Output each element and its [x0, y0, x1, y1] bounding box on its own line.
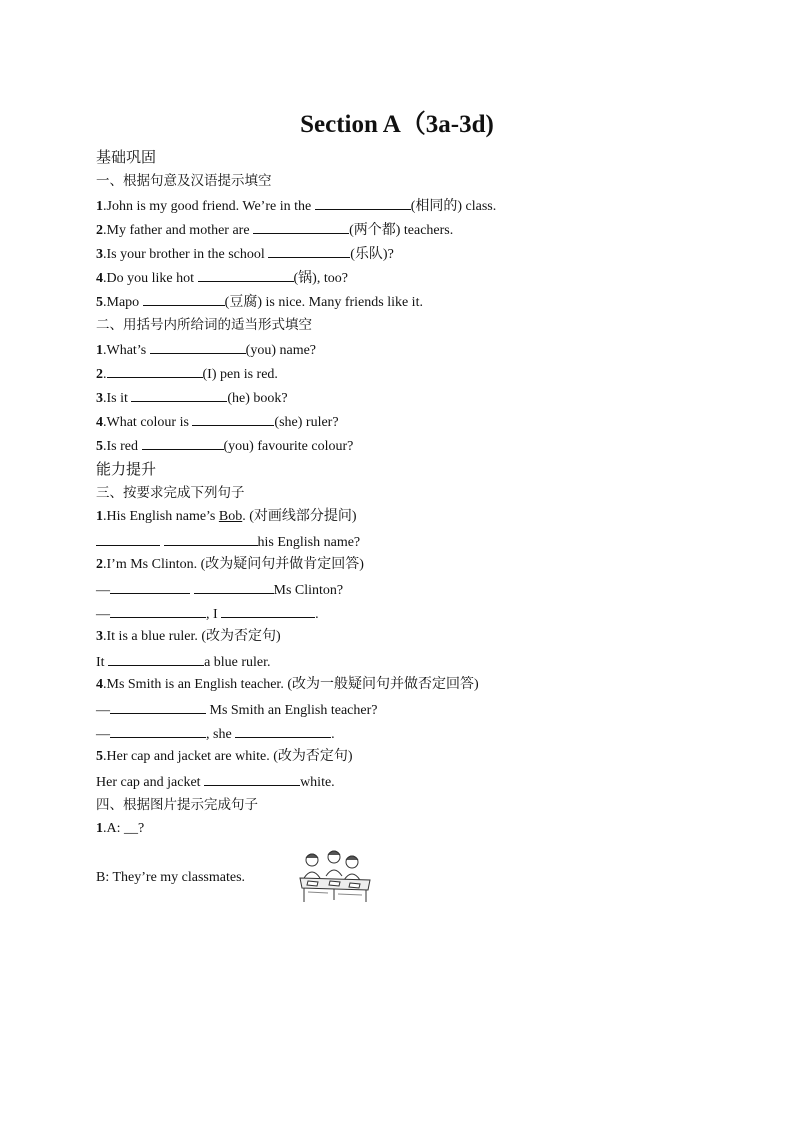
q-text: .What colour is [103, 415, 193, 430]
q-number: 2 [96, 557, 103, 572]
answer-blank[interactable] [110, 723, 206, 738]
answer-blank[interactable] [253, 219, 349, 234]
answer-text: Her cap and jacket [96, 775, 205, 790]
q-text: (he) book? [227, 391, 288, 406]
q-text: (豆腐) is nice. Many friends like it. [224, 295, 423, 310]
q-text: (两个都) teachers. [349, 223, 454, 238]
q-text: . (对画线部分提问) [242, 509, 357, 524]
q-number: 1 [96, 343, 103, 358]
q-text: .It is a blue ruler. (改为否定句) [103, 629, 281, 644]
answer-blank[interactable] [164, 531, 258, 546]
answer-text: . [331, 727, 335, 742]
answer-blank[interactable] [235, 723, 331, 738]
q-text: .Is it [103, 391, 132, 406]
q-number: 4 [96, 677, 103, 692]
q-text: (I) pen is red. [202, 367, 278, 382]
answer-blank[interactable] [198, 267, 294, 282]
s3-q4-answer1 [96, 699, 377, 721]
s2-q3 [96, 387, 288, 409]
q-number: 3 [96, 247, 103, 262]
q-text: .I’m Ms Clinton. (改为疑问句并做肯定回答) [103, 557, 364, 572]
answer-blank[interactable] [194, 579, 274, 594]
answer-blank[interactable] [150, 339, 246, 354]
answer-text: It [96, 655, 109, 670]
answer-blank[interactable] [315, 195, 411, 210]
s1-q1 [96, 195, 496, 217]
answer-blank[interactable] [110, 699, 206, 714]
section4-heading: 四、根据图片提示完成句子 [96, 797, 258, 813]
q-number: 1 [96, 509, 103, 524]
answer-blank[interactable] [268, 243, 350, 258]
q-number: 4 [96, 271, 103, 286]
s1-q4 [96, 267, 348, 289]
section3-heading: 三、按要求完成下列句子 [96, 485, 245, 501]
answer-blank[interactable] [108, 651, 204, 666]
answer-text: . [315, 607, 319, 622]
s3-q3-answer [96, 651, 271, 673]
q-text: . [103, 367, 107, 382]
s3-q4 [96, 675, 479, 695]
q-number: 5 [96, 749, 103, 764]
answer-blank[interactable] [110, 603, 206, 618]
q-text: .His English name’s [103, 509, 219, 524]
s3-q1 [96, 507, 357, 527]
q-number: 2 [96, 367, 103, 382]
s1-q2 [96, 219, 453, 241]
q-text: (锅), too? [293, 271, 348, 286]
q-number: 2 [96, 223, 103, 238]
q-text: .John is my good friend. We’re in the [103, 199, 315, 214]
s4-q1 [96, 819, 144, 839]
q-text: .My father and mother are [103, 223, 254, 238]
dash: — [96, 607, 110, 622]
q-text: .A: __? [103, 821, 145, 836]
answer-blank[interactable] [221, 603, 315, 618]
answer-text: Ms Clinton? [273, 583, 344, 598]
q-text: (she) ruler? [274, 415, 339, 430]
q-text: (you) name? [245, 343, 317, 358]
section1-heading: 一、根据句意及汉语提示填空 [96, 173, 272, 189]
q-text: .Her cap and jacket are white. (改为否定句) [103, 749, 353, 764]
dash: — [96, 727, 110, 742]
answer-text: white. [300, 775, 335, 790]
q-text: .Is your brother in the school [103, 247, 269, 262]
underlined-word: Bob [218, 509, 243, 524]
answer-text: his English name? [257, 535, 361, 550]
s3-q2-answer1 [96, 579, 343, 601]
answer-text: , she [206, 727, 236, 742]
s3-q1-answer [96, 531, 360, 553]
q-number: 3 [96, 391, 103, 406]
answer-text: a blue ruler. [204, 655, 271, 670]
answer-blank[interactable] [107, 363, 203, 378]
s1-q5 [96, 291, 423, 313]
answer-blank[interactable] [131, 387, 227, 402]
part2-heading: 能力提升 [96, 460, 157, 478]
q-number: 5 [96, 295, 103, 310]
q-number: 3 [96, 629, 103, 644]
s3-q5 [96, 747, 353, 767]
s3-q4-answer2 [96, 723, 335, 745]
s3-q2 [96, 555, 364, 575]
answer-blank[interactable] [143, 291, 225, 306]
dash: — [96, 703, 110, 718]
s1-q3 [96, 243, 394, 265]
s2-q4 [96, 411, 339, 433]
answer-blank[interactable] [96, 531, 160, 546]
q-number: 1 [96, 199, 103, 214]
dash: — [96, 583, 110, 598]
q-text: .Do you like hot [103, 271, 198, 286]
s3-q2-answer2 [96, 603, 319, 625]
q-text: .Ms Smith is an English teacher. (改为一般疑问句并做否定回答) [103, 677, 479, 692]
part1-heading: 基础巩固 [96, 148, 157, 166]
s2-q2 [96, 363, 278, 385]
section2-heading: 二、用括号内所给词的适当形式填空 [96, 317, 312, 333]
classmates-illustration [298, 848, 374, 904]
q-number: 4 [96, 415, 103, 430]
s2-q5 [96, 435, 353, 457]
q-number: 5 [96, 439, 103, 454]
answer-text: , I [206, 607, 222, 622]
answer-blank[interactable] [142, 435, 224, 450]
answer-blank[interactable] [204, 771, 300, 786]
s3-q3 [96, 627, 281, 647]
q-text: .Mapo [103, 295, 143, 310]
q-text: (相同的) class. [410, 199, 497, 214]
q-text: .What’s [103, 343, 150, 358]
q-number: 1 [96, 821, 103, 836]
q-text: (you) favourite colour? [223, 439, 354, 454]
q-text: .Is red [103, 439, 142, 454]
answer-blank[interactable] [192, 411, 274, 426]
s3-q5-answer [96, 771, 335, 793]
answer-blank[interactable] [110, 579, 190, 594]
answer-text: Ms Smith an English teacher? [206, 703, 378, 718]
s4-q1-b: B: They’re my classmates. [96, 870, 246, 885]
q-text: (乐队)? [350, 247, 394, 262]
s2-q1 [96, 339, 316, 361]
page-title: Section A（3a-3d) [300, 111, 494, 138]
